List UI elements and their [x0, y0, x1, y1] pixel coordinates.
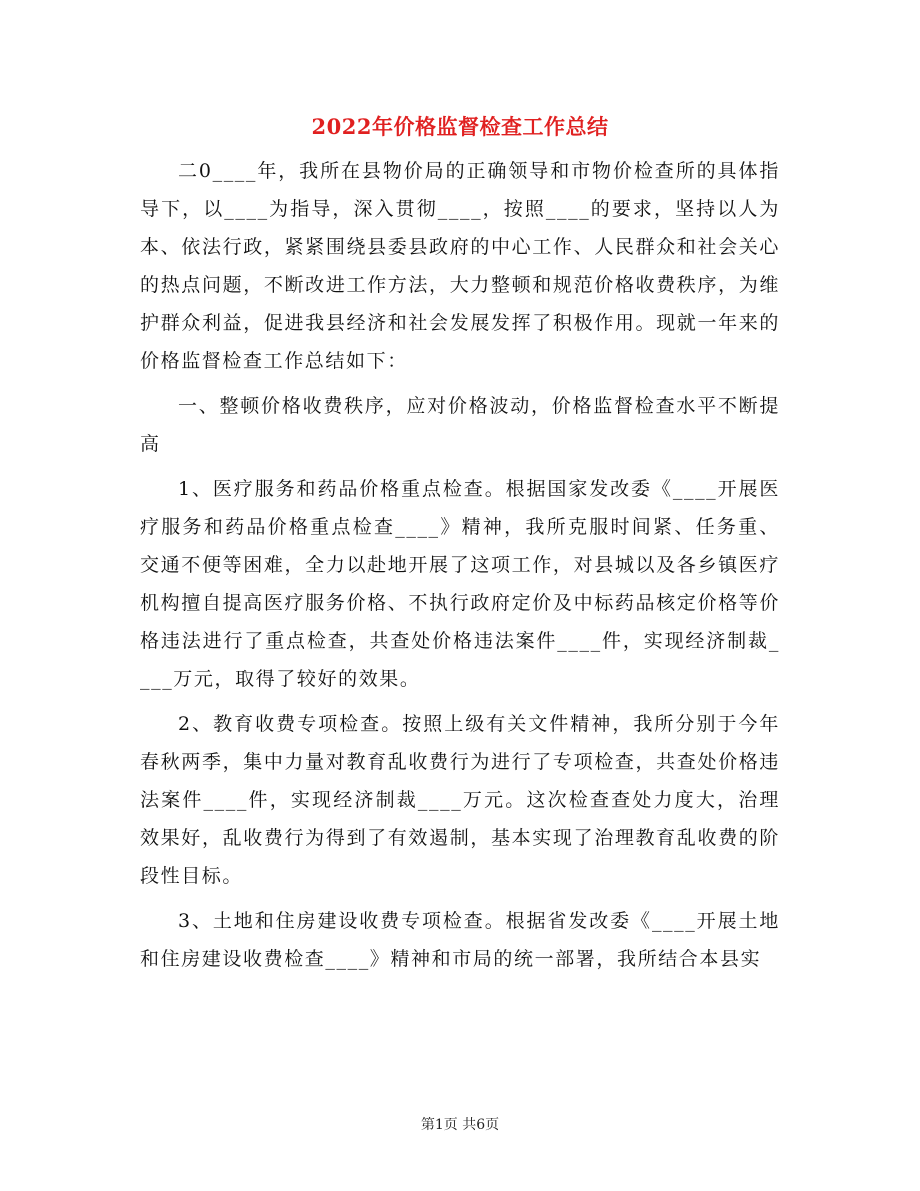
- document-body: [140, 152, 780, 978]
- item-paragraph-1: 1、医疗服务和药品价格重点检查。根据国家发改委《____开展医疗服务和药品价格重点检查____》精神，我所克服时间紧、任务重、交通不便等困难，全力以赴地开展了这项工作，对县城以及各乡镇医疗机构擅自提高医疗服务价格、不执行政府定价及中标药品核定价格等价格违法进行了重点检查，共查处价格违法案件____件，实现经济制裁____万元，取得了较好的效果。: [140, 478, 780, 690]
- section-heading-1: 一、整顿价格收费秩序，应对价格波动，价格监督检查水平不断提高: [140, 395, 780, 455]
- document-title: 2022年价格监督检查工作总结: [311, 114, 609, 139]
- page-number-footer: 第1页 共6页: [420, 1117, 500, 1133]
- item-paragraph-3: 3、土地和住房建设收费专项检查。根据省发改委《____开展土地和住房建设收费检查____》精神和市局的统一部署，我所结合本县实: [140, 910, 780, 970]
- item-paragraph-2: 2、教育收费专项检查。按照上级有关文件精神，我所分别于今年春秋两季，集中力量对教育乱收费行为进行了专项检查，共查处价格违法案件____件，实现经济制裁____万元。这次检查查处力度大，治理效果好，乱收费行为得到了有效遏制，基本实现了治理教育乱收费的阶段性目标。: [140, 713, 780, 887]
- intro-paragraph: 二0____年，我所在县物价局的正确领导和市物价检查所的具体指导下，以____为指导，深入贯彻____，按照____的要求，坚持以人为本、依法行政，紧紧围绕县委县政府的中心工作、人民群众和社会关心的热点问题，不断改进工作方法，大力整顿和规范价格收费秩序，为维护群众利益，促进我县经济和社会发展发挥了积极作用。现就一年来的价格监督检查工作总结如下：: [140, 160, 780, 372]
